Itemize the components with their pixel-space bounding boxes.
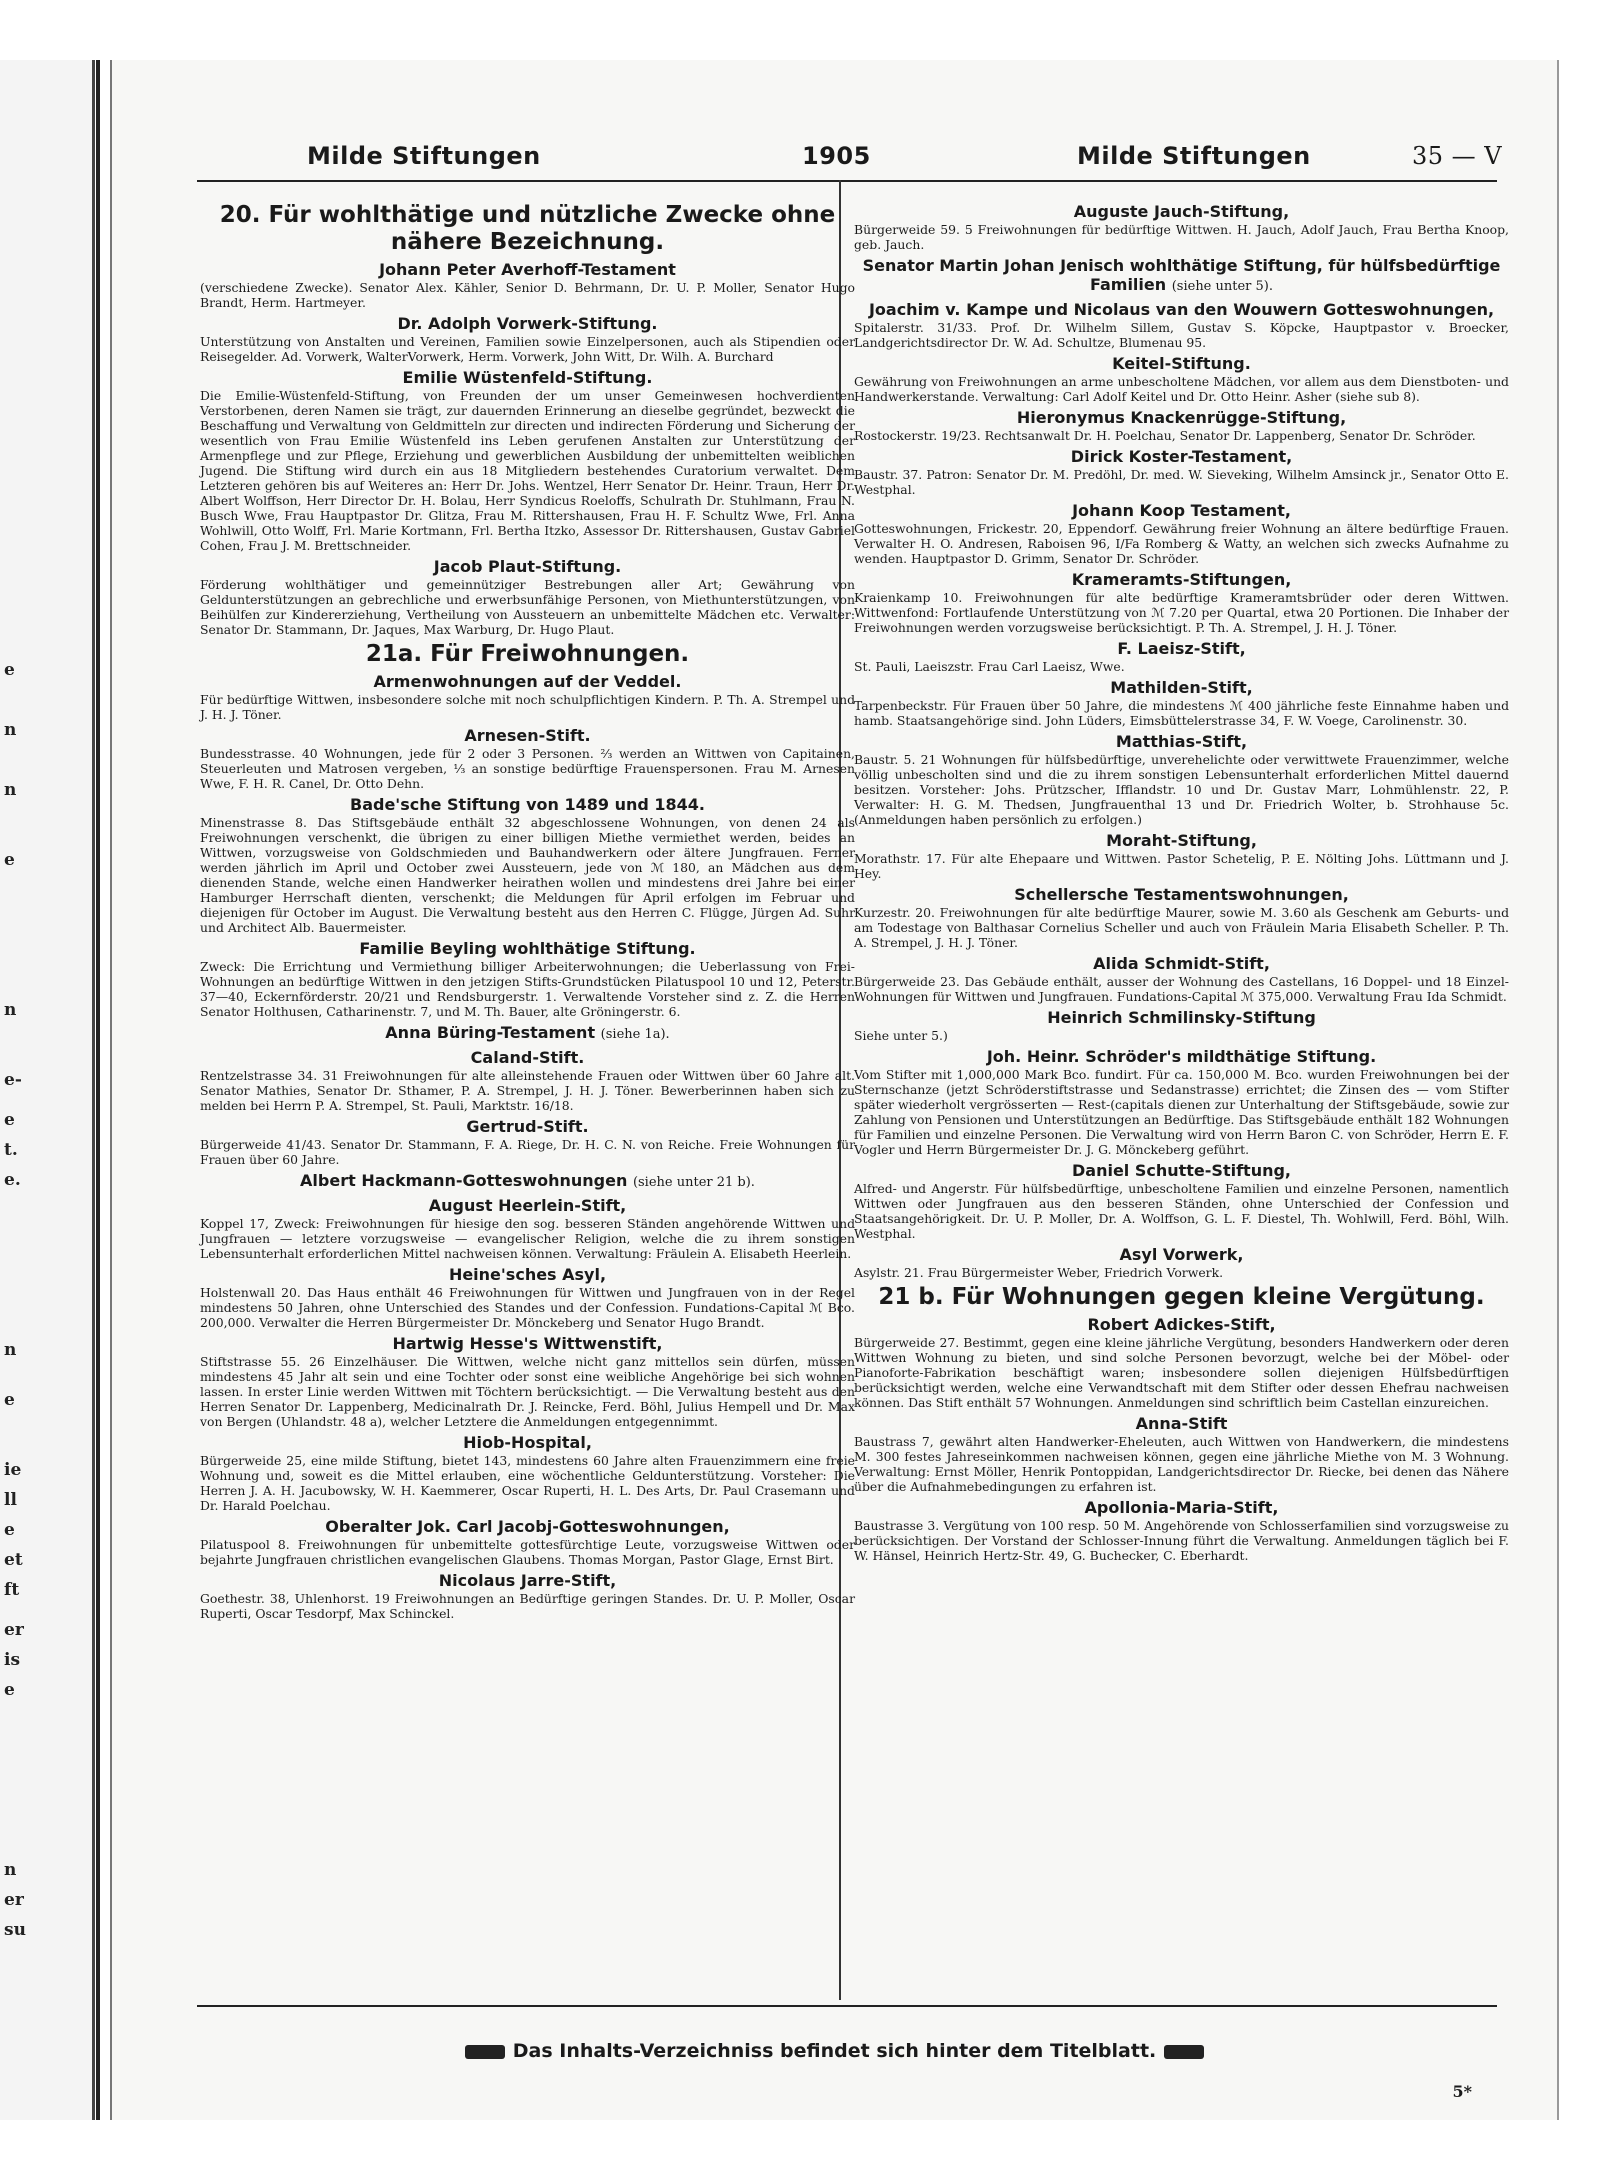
entry-body: Bürgerweide 25, eine milde Stiftung, bietet 143, mindestens 60 Jahre alten Frauenzimmern eine freie Wohnung und, soweit es die Mittel erlauben, eine wöchentliche Geldunterstützung. Vorsteher: Die Herren J. A. H. Jacubowsky, W. H. Kaemmerer, Oscar Ruperti, H. L. Des Arts, Dr. Paul Crasemann und Dr. Harald Poelchau. <box>200 1453 855 1513</box>
entry-title <box>854 1161 1509 1180</box>
margin-fragment: et <box>4 1550 23 1570</box>
entry-title-text: Asyl Vorwerk, <box>1119 1245 1244 1264</box>
entry-title-text: Anna Büring-Testament <box>385 1023 596 1042</box>
entry-body: Koppel 17, Zweck: Freiwohnungen für hiesige den sog. besseren Ständen angehörende Wittwen und Jungfrauen — letztere vorzugsweise — evangelischer Religion, welche die zu ihrem sonstigen Lebensunterhalt erforderlichen Mittel nachweisen können. Verwaltung: Fräulein A. Elisabeth Heerlein. <box>200 1216 855 1261</box>
entry-title <box>854 501 1509 520</box>
entry-title <box>854 885 1509 904</box>
entry-title-text: Joh. Heinr. Schröder's mildthätige Stiftung. <box>986 1047 1377 1066</box>
entry-title <box>854 1047 1509 1066</box>
entry-note: (siehe unter 5). <box>1171 279 1273 294</box>
document-page <box>110 60 1559 2120</box>
entry-body: Bürgerweide 41/43. Senator Dr. Stammann, F. A. Riege, Dr. H. C. N. von Reiche. Freie Wohnungen für Frauen über 60 Jahre. <box>200 1137 855 1167</box>
entry-title-text: August Heerlein-Stift, <box>428 1196 627 1215</box>
margin-fragment: n <box>4 1860 17 1880</box>
entry-body: Pilatuspool 8. Freiwohnungen für unbemittelte gottesfürchtige Leute, vorzugsweise Wittwen oder bejahrte Jungfrauen christlichen evangelischen Glaubens. Thomas Morgan, Pastor Glage, Ernst Birt. <box>200 1537 855 1567</box>
section-heading: 21 b. Für Wohnungen gegen kleine Vergütung. <box>878 1284 1485 1310</box>
margin-fragment: n <box>4 1000 17 1020</box>
entry-title <box>200 795 855 814</box>
entry-title <box>854 354 1509 373</box>
entry-title <box>854 300 1509 319</box>
entry-body: Bundesstrasse. 40 Wohnungen, jede für 2 oder 3 Personen. ⅔ werden an Wittwen von Capitainen, Steuerleuten und Matrosen vergeben, ⅓ an sonstige bedürftige Frauenspersonen. Frau M. Arnesen Wwe, F. H. R. Canel, Dr. Otto Dehn. <box>200 746 855 791</box>
page-header <box>112 142 1557 178</box>
margin-fragment: n <box>4 1340 17 1360</box>
margin-fragment: ie <box>4 1460 22 1480</box>
entry-title-text: Bade'sche Stiftung von 1489 und 1844. <box>350 795 705 814</box>
entry-title-text: Hiob-Hospital, <box>463 1433 592 1452</box>
entry-body: Bürgerweide 23. Das Gebäude enthält, ausser der Wohnung des Castellans, 16 Doppel- und 18 Einzel-Wohnungen für Wittwen und Jungfrauen. Fundations-Capital ℳ 375,000. Verwaltung Frau Ida Schmidt. <box>854 974 1509 1004</box>
entry-body: Gotteswohnungen, Frickestr. 20, Eppendorf. Gewährung freier Wohnung an ältere bedürftige Frauen. Verwalter H. O. Andresen, Raboisen 96, I/Fa Romberg & Watty, an welchen sich zwecks Aufnahme zu wenden. Hauptpastor D. Grimm, Senator Dr. Schröder. <box>854 521 1509 566</box>
footer-page-number: 5* <box>1452 2082 1472 2101</box>
margin-fragment: is <box>4 1650 21 1670</box>
entry-title-text: Emilie Wüstenfeld-Stiftung. <box>402 368 653 387</box>
margin-fragment: e <box>4 1110 15 1130</box>
entry-title <box>200 726 855 745</box>
margin-fragment: e <box>4 1390 15 1410</box>
margin-fragment: e- <box>4 1070 22 1090</box>
entry-title <box>854 1498 1509 1517</box>
entry-title-text: Keitel-Stiftung. <box>1112 354 1251 373</box>
entry-note: (siehe unter 21 b). <box>632 1175 755 1190</box>
entry-title <box>200 314 855 333</box>
entry-body: Unterstützung von Anstalten und Vereinen, Familien sowie Einzelpersonen, auch als Stipendien oder Reisegelder. Ad. Vorwerk, WalterVorwerk, Herm. Vorwerk, John Witt, Dr. Wilh. A. Burchard <box>200 334 855 364</box>
footer-text: Das Inhalts-Verzeichniss befindet sich hinter dem Titelblatt. <box>512 2040 1157 2062</box>
entry-body: Minenstrasse 8. Das Stiftsgebäude enthält 32 abgeschlossene Wohnungen, von denen 24 als Freiwohnungen verschenkt, die übrigen zu einer billigen Miethe vermiethet werden, beides an Wittwen, vorzugsweise von Goldschmieden und Bauhandwerkern oder ältere Jungfrauen. Ferner werden jährlich im April und October zwei Aussteuern, jede von ℳ 180, an Mädchen aus dem dienenden Stande, welche einen Handwerker heirathen wollen und mindestens drei Jahre bei einer Hamburger Herrschaft dienten, verschenkt; die Meldungen für April erfolgen im Februar und diejenigen für October im August. Die Verwaltung besteht aus den Herren C. Flügge, Jürgen Ad. Suhr und Architect Alb. Bauermeister. <box>200 815 855 935</box>
entry-title-text: F. Laeisz-Stift, <box>1117 639 1246 658</box>
entry-title <box>200 672 855 691</box>
entry-title-text: Alida Schmidt-Stift, <box>1093 954 1270 973</box>
entry-title <box>200 1433 855 1452</box>
entry-title-text: Heinrich Schmilinsky-Stiftung <box>1047 1008 1316 1027</box>
entry-title-text: Gertrud-Stift. <box>466 1117 589 1136</box>
entry-title-text: Caland-Stift. <box>470 1048 585 1067</box>
entry-title-text: Hartwig Hesse's Wittwenstift, <box>392 1334 663 1353</box>
entry-title-text: Joachim v. Kampe und Nicolaus van den Wouwern Gotteswohnungen, <box>868 300 1495 319</box>
entry-body: Baustr. 37. Patron: Senator Dr. M. Predöhl, Dr. med. W. Sieveking, Wilhelm Amsinck jr., Senator Otto E. Westphal. <box>854 467 1509 497</box>
entry-body: Bürgerweide 27. Bestimmt, gegen eine kleine jährliche Vergütung, besonders Handwerkern oder deren Wittwen Wohnung zu bieten, und sind solche Personen bevorzugt, welche bei der Möbel- oder Pianoforte-Fabrikation beschäftigt waren; insbesondere sollen diejenigen Hülfsbedürftigen berücksichtigt werden, welche eine Verwandtschaft mit dem Stifter oder dessen Ehefrau nachweisen können. Das Stift enthält 57 Wohnungen. Anmeldungen sind schriftlich beim Castellan einzureichen. <box>854 1335 1509 1410</box>
entry-body: Baustr. 5. 21 Wohnungen für hülfsbedürftige, unverehelichte oder verwittwete Frauenzimmer, welche völlig unbescholten sind und die zu ihrem sonstigen Lebensunterhalt erforderlichen Mittel dauernd besitzen. Vorsteher: Johs. Prützscher, Ifflandstr. 10 und Dr. Gustav Marr, Lohmühlenstr. 22, P. Verwalter: H. G. M. Thedsen, Jungfrauenthal 13 und Dr. Friedrich Wolter, b. Strohhause 5c. (Anmeldungen haben persönlich zu erfolgen.) <box>854 752 1509 827</box>
entry-body: Kraienkamp 10. Freiwohnungen für alte bedürftige Krameramtsbrüder oder deren Wittwen. Wittwenfond: Fortlaufende Unterstützung von ℳ 7.20 per Quartal, etwa 20 Portionen. Die Inhaber der Freiwohnungen werden vorzugsweise berücksichtigt. P. Th. A. Strempel, J. H. J. Töner. <box>854 590 1509 635</box>
entry-title-text: Johann Peter Averhoff-Testament <box>379 260 676 279</box>
margin-fragment: e <box>4 1520 15 1540</box>
margin-fragment: er <box>4 1620 24 1640</box>
entry-body: Stiftstrasse 55. 26 Einzelhäuser. Die Wittwen, welche nicht ganz mittellos sein dürfen, müssen mindestens 45 Jahr alt sein und eine Tochter oder sonst eine weibliche Angehörige bei sich wohnen lassen. In erster Linie werden Wittwen mit Töchtern berücksichtigt. — Die Verwaltung besteht aus den Herren Senator Dr. Lappenberg, Medicinalrath Dr. J. Reincke, Ferd. Böhl, Julius Hempell und Dr. Max von Bergen (Uhlandstr. 48 a), welcher Letztere die Anmeldungen entgegennimmt. <box>200 1354 855 1429</box>
entry-title-text: Apollonia-Maria-Stift, <box>1084 1498 1279 1517</box>
entry-title <box>200 1117 855 1136</box>
entry-title <box>854 732 1509 751</box>
entry-title <box>200 1265 855 1284</box>
entry-title-text: Auguste Jauch-Stiftung, <box>1073 202 1290 221</box>
entry-title <box>854 1008 1509 1027</box>
entry-body: Kurzestr. 20. Freiwohnungen für alte bedürftige Maurer, sowie M. 3.60 als Geschenk am Geburts- und am Todestage von Balthasar Cornelius Scheller und auch von Fräulein Maria Elisabeth Scheller. P. Th. A. Strempel, J. H. J. Töner. <box>854 905 1509 950</box>
entry-body: (verschiedene Zwecke). Senator Alex. Kähler, Senior D. Behrmann, Dr. U. P. Moller, Senator Hugo Brandt, Herm. Hartmeyer. <box>200 280 855 310</box>
entry-title-text: Hieronymus Knackenrügge-Stiftung, <box>1016 408 1347 427</box>
entry-title-text: Albert Hackmann-Gotteswohnungen <box>300 1171 628 1190</box>
entry-body: Zweck: Die Errichtung und Vermiethung billiger Arbeiterwohnungen; die Ueberlassung von Frei-Wohnungen an bedürftige Wittwen in den jetzigen Stifts-Grundstücken Pilatuspool 10 und 12, Peterstr. 37—40, Eckernförderstr. 20/21 und Rendsburgerstr. 1. Verwaltende Vorsteher sind z. Z. die Herren Senator Holthusen, Catharinenstr. 7, und M. Th. Bauer, alte Gröningerstr. 6. <box>200 959 855 1019</box>
margin-fragment: t. <box>4 1140 18 1160</box>
entry-body: Vom Stifter mit 1,000,000 Mark Bco. fundirt. Für ca. 150,000 M. Bco. wurden Freiwohnungen bei der Sternschanze (jetzt Schröderstiftstrasse und Sedanstrasse) errichtet; die Zinsen des — vom Stifter später wiederholt vergrösserten — Rest-(capitals dienen zur Unterhaltung der Stiftsgebäude, sowie zur Zahlung von Pensionen und Unterstützungen an Bedürftige. Das Stiftsgebäude enthält 182 Wohnungen für Familien und einzelne Personen. Die Verwaltung wird von Herrn Baron C. von Schröder, Herrn E. F. Vogler und Herrn Bürgermeister Dr. J. G. Mönckeberg geführt. <box>854 1067 1509 1157</box>
entry-title <box>854 408 1509 427</box>
entry-title <box>200 1048 855 1067</box>
entry-title <box>200 1334 855 1353</box>
entry-title-text: Daniel Schutte-Stiftung, <box>1071 1161 1291 1180</box>
entry-title-text: Armenwohnungen auf der Veddel. <box>373 672 682 691</box>
entry-body: Tarpenbeckstr. Für Frauen über 50 Jahre, die mindestens ℳ 400 jährliche feste Einnahme haben und hamb. Staatsangehörige sind. John Lüders, Eimsbüttelerstrasse 34, F. W. Voege, Carolinenstr. 30. <box>854 698 1509 728</box>
entry-title-text: Oberalter Jok. Carl Jacobj-Gotteswohnungen, <box>325 1517 730 1536</box>
entry-title <box>854 1245 1509 1264</box>
entry-title <box>200 939 855 958</box>
entry-body: Morathstr. 17. Für alte Ehepaare und Wittwen. Pastor Schetelig, P. E. Nölting Johs. Lüttmann und J. Hey. <box>854 851 1509 881</box>
entry-title-text: Jacob Plaut-Stiftung. <box>433 557 622 576</box>
entry-body: Holstenwall 20. Das Haus enthält 46 Freiwohnungen für Wittwen und Jungfrauen von in der Regel mindestens 50 Jahren, ohne Unterschied des Standes und der Confession. Fundations-Capital ℳ Bco. 200,000. Verwalter die Herren Bürgermeister Dr. Mönckeberg und Senator Hugo Brandt. <box>200 1285 855 1330</box>
footer-rule <box>197 2005 1497 2007</box>
margin-fragment: ll <box>4 1490 17 1510</box>
entry-body: St. Pauli, Laeiszstr. Frau Carl Laeisz, Wwe. <box>854 659 1125 674</box>
entry-title-text: Matthias-Stift, <box>1115 732 1248 751</box>
entry-title <box>854 1315 1509 1334</box>
entry-body: Spitalerstr. 31/33. Prof. Dr. Wilhelm Sillem, Gustav S. Köpcke, Hauptpastor v. Broecker, Landgerichtsdirector Dr. W. Ad. Schultze, Blumenau 95. <box>854 320 1509 350</box>
pointing-hand-icon <box>1164 2045 1204 2059</box>
entry-body: Goethestr. 38, Uhlenhorst. 19 Freiwohnungen an Bedürftige geringen Standes. Dr. U. P. Moller, Oscar Ruperti, Oscar Tesdorpf, Max Schinckel. <box>200 1591 855 1621</box>
pointing-hand-icon <box>465 2045 505 2059</box>
entry-title <box>854 256 1509 296</box>
left-column <box>200 198 855 1621</box>
header-right-title: Milde Stiftungen <box>1077 142 1311 170</box>
entry-title-text: Krameramts-Stiftungen, <box>1071 570 1292 589</box>
entry-title-text: Arnesen-Stift. <box>464 726 591 745</box>
entry-title <box>200 1171 855 1192</box>
adjacent-page-strip <box>0 60 95 2120</box>
entry-title-text: Moraht-Stiftung, <box>1106 831 1257 850</box>
entry-title-text: Johann Koop Testament, <box>1072 501 1291 520</box>
entry-title-text: Senator Martin Johan Jenisch wohlthätige Stiftung, für hülfsbedürftige Familien <box>862 256 1501 294</box>
entry-title <box>200 368 855 387</box>
entry-body: Für bedürftige Wittwen, insbesondere solche mit noch schulpflichtigen Kindern. P. Th. A. Strempel und J. H. J. Töner. <box>200 692 855 722</box>
entry-title-text: Robert Adickes-Stift, <box>1087 1315 1276 1334</box>
entry-title <box>200 260 855 279</box>
margin-fragment: n <box>4 780 17 800</box>
entry-title-text: Nicolaus Jarre-Stift, <box>438 1571 617 1590</box>
entry-title-text: Dr. Adolph Vorwerk-Stiftung. <box>397 314 658 333</box>
header-left-title: Milde Stiftungen <box>307 142 541 170</box>
header-rule <box>197 180 1497 182</box>
entry-title <box>854 570 1509 589</box>
page-gutter <box>96 60 100 2120</box>
entry-title <box>854 639 1509 658</box>
margin-fragment: su <box>4 1920 26 1940</box>
margin-fragment: er <box>4 1890 24 1910</box>
entry-title <box>854 831 1509 850</box>
entry-title <box>200 1023 855 1044</box>
entry-body: Bürgerweide 59. 5 Freiwohnungen für bedürftige Wittwen. H. Jauch, Adolf Jauch, Frau Bertha Knoop, geb. Jauch. <box>854 222 1509 252</box>
entry-title <box>200 1517 855 1536</box>
margin-fragment: e <box>4 660 15 680</box>
margin-fragment: e <box>4 1680 15 1700</box>
entry-body: Alfred- und Angerstr. Für hülfsbedürftige, unbescholtene Familien und einzelne Personen, namentlich Wittwen oder Jungfrauen aus den besseren Ständen, ohne Unterschied der Confession und Staatsangehörigkeit. Dr. U. P. Moller, Dr. A. Wolffson, G. L. F. Diestel, Th. Wohlwill, Ferd. Böhl, Wilh. Westphal. <box>854 1181 1509 1241</box>
entry-title <box>854 678 1509 697</box>
entry-body: Baustrasse 3. Vergütung von 100 resp. 50 M. Angehörende von Schlosserfamilien sind vorzugsweise zu berücksichtigen. Der Vorstand der Schlosser-Innung führt die Verwaltung. Anmeldungen täglich bei F. W. Hänsel, Heinrich Hertz-Str. 49, G. Buchecker, C. Eberhardt. <box>854 1518 1509 1563</box>
right-column <box>854 198 1509 1563</box>
header-year: 1905 <box>802 142 871 170</box>
entry-title <box>854 1414 1509 1433</box>
section-heading: 20. Für wohlthätige und nützliche Zwecke ohne nähere Bezeichnung. <box>219 202 836 255</box>
entry-title-text: Mathilden-Stift, <box>1110 678 1253 697</box>
entry-title <box>200 1196 855 1215</box>
entry-title <box>854 447 1509 466</box>
entry-body: Rostockerstr. 19/23. Rechtsanwalt Dr. H. Poelchau, Senator Dr. Lappenberg, Senator Dr. Schröder. <box>854 428 1476 443</box>
entry-title-text: Dirick Koster-Testament, <box>1070 447 1293 466</box>
entry-title-text: Schellersche Testamentswohnungen, <box>1014 885 1349 904</box>
entry-body: Rentzelstrasse 34. 31 Freiwohnungen für alte alleinstehende Frauen oder Wittwen über 60 Jahre alt. Senator Mathies, Senator Dr. Sthamer, P. A. Strempel, J. H. J. Töner. Bewerberinnen haben sich zu melden bei Herrn P. A. Strempel, St. Pauli, Marktstr. 16/18. <box>200 1068 855 1113</box>
entry-title-text: Heine'sches Asyl, <box>448 1265 607 1284</box>
margin-fragment: e. <box>4 1170 21 1190</box>
entry-body: Siehe unter 5.) <box>854 1028 948 1043</box>
entry-title-text: Familie Beyling wohlthätige Stiftung. <box>359 939 696 958</box>
entry-title <box>854 954 1509 973</box>
margin-fragment: ft <box>4 1580 20 1600</box>
header-page-number: 35 — V <box>1412 142 1503 170</box>
entry-body: Asylstr. 21. Frau Bürgermeister Weber, Friedrich Vorwerk. <box>854 1265 1224 1280</box>
entry-body: Förderung wohlthätiger und gemeinnütziger Bestrebungen aller Art; Gewährung von Geldunterstützungen an gebrechliche und erwerbsunfähige Personen, von Miethunterstützungen, von Beihülfen zur Kindererziehung, Vertheilung von Aussteuern an unbemittelte Mädchen etc. Verwalter: Senator Dr. Stammann, Dr. Jaques, Max Warburg, Dr. Hugo Plaut. <box>200 577 855 637</box>
entry-body: Gewährung von Freiwohnungen an arme unbescholtene Mädchen, vor allem aus dem Dienstboten- und Handwerkerstande. Verwaltung: Carl Adolf Keitel und Dr. Otto Heinr. Asher (siehe sub 8). <box>854 374 1509 404</box>
entry-note: (siehe 1a). <box>600 1027 670 1042</box>
entry-body: Baustrass 7, gewährt alten Handwerker-Eheleuten, auch Wittwen von Handwerkern, die mindestens M. 300 festes Jahreseinkommen nachweisen können, gegen eine jährliche Miethe von M. 3 Wohnung. Verwaltung: Ernst Möller, Henrik Pontoppidan, Landgerichtsdirector Dr. Riecke, bei denen das Nähere über die Aufnahmebedingungen zu erfahren ist. <box>854 1434 1509 1494</box>
entry-title <box>200 557 855 576</box>
entry-title <box>854 202 1509 221</box>
entry-body: Die Emilie-Wüstenfeld-Stiftung, von Freunden der um unser Gemeinwesen hochverdienten Verstorbenen, deren Namen sie trägt, zur dauernden Erinnerung an dieselbe gegründet, bezweckt die Beschaffung und Verwaltung von Geldmitteln zur directen und indirecten Förderung und Sicherung der wesentlich von Frau Emilie Wüstenfeld ins Leben gerufenen Anstalten zur Unterstützung der Armenpflege und zur Pflege, Erziehung und gewerblichen Ausbildung der unbemittelten weiblichen Jugend. Die Stiftung wird durch ein aus 18 Mitgliedern bestehendes Curatorium verwaltet. Dem Letzteren gehören bis auf Weiteres an: Herr Dr. Johs. Wentzel, Herr Senator Dr. Heinr. Traun, Herr Dr. Albert Wolffson, Herr Director Dr. H. Bolau, Herr Syndicus Roeloffs, Schulrath Dr. Stuhlmann, Frau N. Busch Wwe, Frau Hauptpastor Dr. Glitza, Frau M. Rittershausen, Frau H. F. Schultz Wwe, Frl. Anna Wohlwill, Otto Wolff, Frl. Marie Kortmann, Frl. Bertha Itzko, Assessor Dr. Rittershausen, Gustav Gabriel Cohen, Frau J. M. Brettschneider. <box>200 388 855 553</box>
section-heading: 21a. Für Freiwohnungen. <box>365 641 690 667</box>
margin-fragment: e <box>4 850 15 870</box>
entry-title-text: Anna-Stift <box>1135 1414 1228 1433</box>
entry-title <box>200 1571 855 1590</box>
footer-note <box>112 2040 1557 2062</box>
margin-fragment: n <box>4 720 17 740</box>
